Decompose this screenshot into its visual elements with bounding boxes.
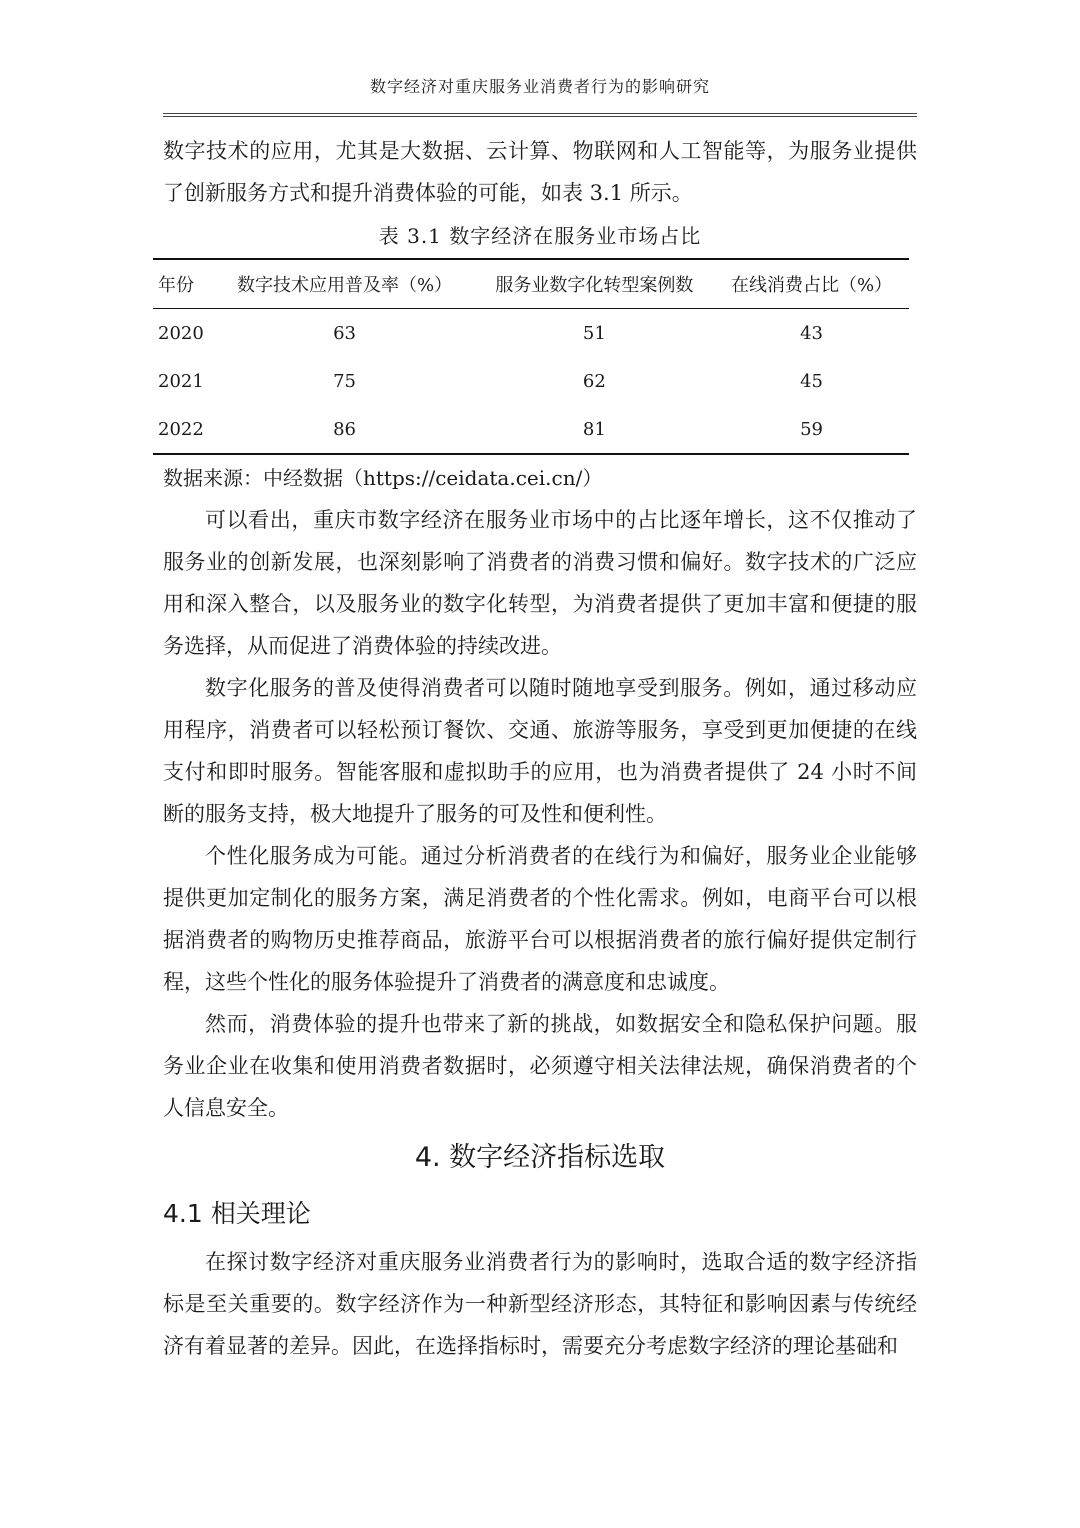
table-cell: 81	[475, 405, 714, 454]
table-cell: 62	[582, 370, 606, 392]
table-source-note: 数据来源：中经数据（https://ceidata.cei.cn/）	[163, 466, 603, 490]
table-cell: 2020	[158, 322, 204, 344]
table-row	[153, 405, 909, 454]
paragraph: 个性化服务成为可能。通过分析消费者的在线行为和偏好，服务业企业能够提供更加定制化的服务方案，满足消费者的个性化需求。例如，电商平台可以根据消费者的购物历史推荐商品，旅游平台可以根据消费者的旅行偏好提供定制行程，这些个性化的服务体验提升了消费者的满意度和忠诚度。	[163, 844, 917, 994]
paragraph-intro: 数字技术的应用，尤其是大数据、云计算、物联网和人工智能等，为服务业提供了创新服务方式和提升消费体验的可能，如表 3.1 所示。	[163, 139, 917, 205]
table-cell: 75	[333, 370, 356, 392]
subsection-heading: 4.1 相关理论	[163, 1199, 311, 1228]
data-table	[153, 258, 909, 455]
table-row	[153, 309, 909, 358]
page-body	[158, 130, 917, 1367]
table-cell: 59	[714, 405, 909, 454]
table-row	[153, 357, 909, 405]
table-cell: 86	[214, 405, 474, 454]
header-rule	[163, 113, 917, 114]
table-cell: 51	[582, 322, 606, 344]
paragraph: 在探讨数字经济对重庆服务业消费者行为的影响时，选取合适的数字经济指标是至关重要的。数字经济作为一种新型经济形态，其特征和影响因素与传统经济有着显著的差异。因此，在选择指标时，需要充分考虑数字经济的理论基础和	[163, 1250, 917, 1358]
table-cell: 45	[800, 370, 823, 392]
paragraph: 然而，消费体验的提升也带来了新的挑战，如数据安全和隐私保护问题。服务业企业在收集和使用消费者数据时，必须遵守相关法律法规，确保消费者的个人信息安全。	[163, 1012, 917, 1120]
table-caption: 表 3.1 数字经济在服务业市场占比	[378, 224, 702, 248]
table-header-cell: 数字技术应用普及率（%）	[214, 259, 474, 309]
header-rule	[163, 116, 917, 117]
table-cell: 63	[333, 322, 356, 344]
table-header-cell: 在线消费占比（%）	[714, 259, 909, 309]
table-cell: 2021	[158, 370, 204, 392]
table-header-cell: 年份	[153, 259, 214, 309]
running-header: 数字经济对重庆服务业消费者行为的影响研究	[369, 77, 710, 96]
table-header-cell: 服务业数字化转型案例数	[475, 259, 714, 309]
table-cell: 2022	[153, 405, 214, 454]
section-heading: 4. 数字经济指标选取	[414, 1142, 666, 1173]
table-cell: 43	[800, 322, 823, 344]
table-header-row	[153, 259, 909, 309]
paragraph: 数字化服务的普及使得消费者可以随时随地享受到服务。例如，通过移动应用程序，消费者可以轻松预订餐饮、交通、旅游等服务，享受到更加便捷的在线支付和即时服务。智能客服和虚拟助手的应用，也为消费者提供了 24 小时不间断的服务支持，极大地提升了服务的可及性和便利性。	[163, 676, 917, 826]
paragraph: 可以看出，重庆市数字经济在服务业市场中的占比逐年增长，这不仅推动了服务业的创新发展，也深刻影响了消费者的消费习惯和偏好。数字技术的广泛应用和深入整合，以及服务业的数字化转型，为消费者提供了更加丰富和便捷的服务选择，从而促进了消费体验的持续改进。	[163, 508, 917, 658]
